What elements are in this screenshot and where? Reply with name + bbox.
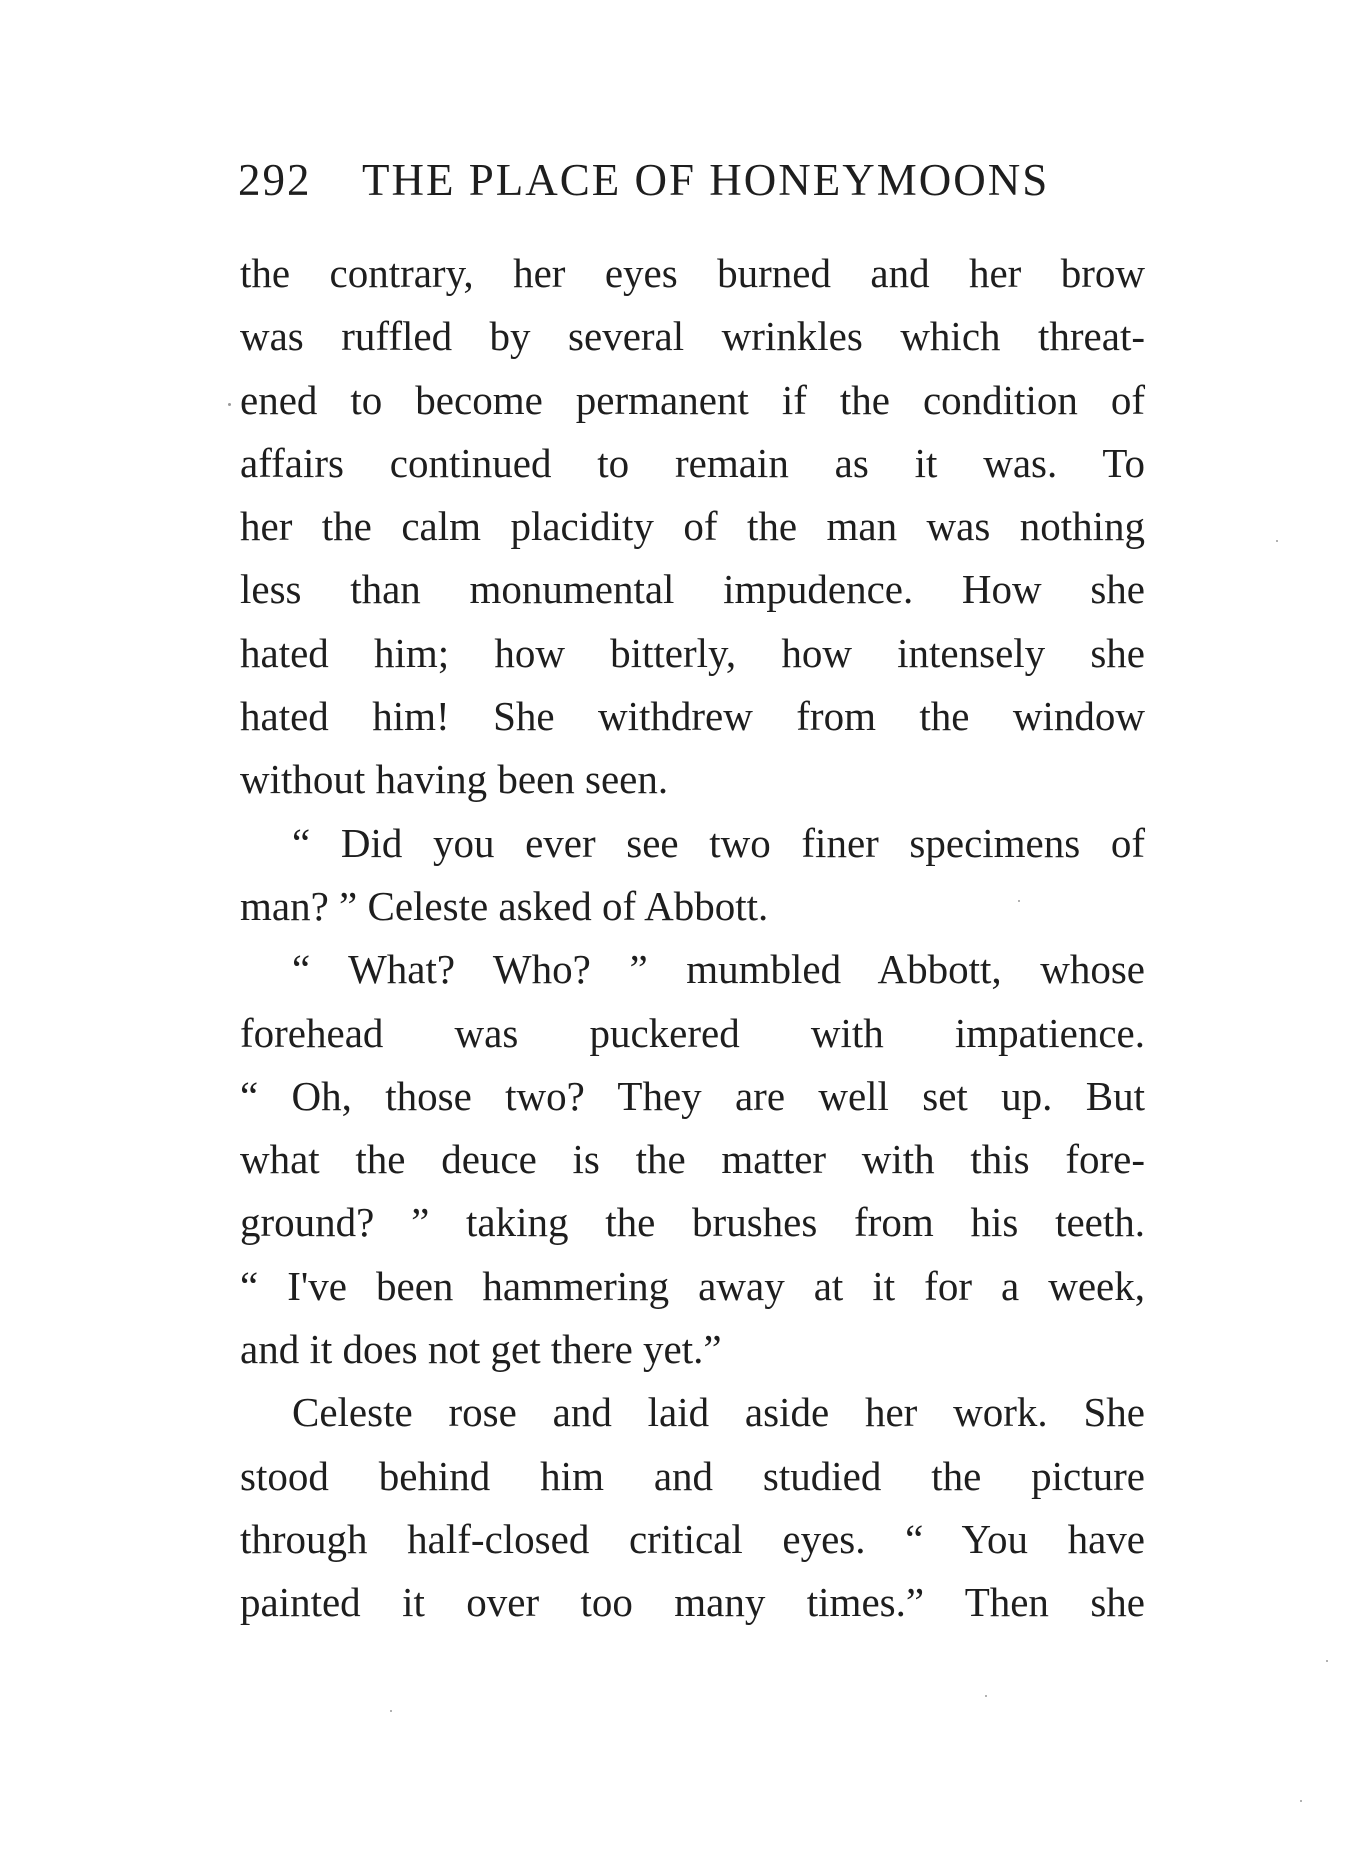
text-line: her the calm placidity of the man was nothing [240, 503, 1145, 550]
text-line: forehead was puckered with impatience. [240, 1009, 1145, 1056]
body-text [240, 242, 1145, 1635]
text-line: painted it over too many times.” Then she [240, 1579, 1145, 1626]
scan-speck [1276, 540, 1278, 542]
scan-speck [1326, 1660, 1328, 1662]
text-line: without having been seen. [240, 756, 669, 803]
running-title: THE PLACE OF HONEYMOONS [362, 155, 1050, 205]
scan-speck [390, 1710, 392, 1712]
text-line: what the deuce is the matter with this fore- [240, 1136, 1145, 1183]
text-line: ened to become permanent if the condition of [240, 376, 1145, 423]
text-line: “ I've been hammering away at it for a week, [240, 1262, 1145, 1309]
text-line: the contrary, her eyes burned and her brow [240, 250, 1145, 296]
text-line: was ruffled by several wrinkles which threat- [240, 313, 1145, 360]
text-line: hated him! She withdrew from the window [240, 693, 1145, 740]
text-line: less than monumental impudence. How she [240, 566, 1145, 613]
page-number: 292 [238, 155, 312, 205]
text-line: Celeste rose and laid aside her work. She [292, 1389, 1145, 1436]
scan-speck [1018, 900, 1020, 902]
text-line: stood behind him and studied the picture [240, 1452, 1145, 1499]
text-line: hated him; how bitterly, how intensely she [240, 629, 1145, 676]
running-head [238, 150, 1130, 210]
scan-speck [985, 1695, 987, 1697]
scan-speck [228, 403, 231, 406]
text-line: affairs continued to remain as it was. To [240, 439, 1145, 486]
text-line: “ Did you ever see two finer specimens of [292, 819, 1145, 866]
text-line: “ What? Who? ” mumbled Abbott, whose [292, 946, 1145, 993]
text-line: man? ” Celeste asked of Abbott. [240, 882, 769, 929]
text-line: ground? ” taking the brushes from his teeth. [240, 1199, 1145, 1246]
text-line: and it does not get there yet.” [240, 1326, 722, 1373]
scan-speck [1300, 1800, 1302, 1802]
text-line: “ Oh, those two? They are well set up. But [240, 1072, 1145, 1119]
text-line: through half-closed critical eyes. “ You have [240, 1515, 1145, 1562]
